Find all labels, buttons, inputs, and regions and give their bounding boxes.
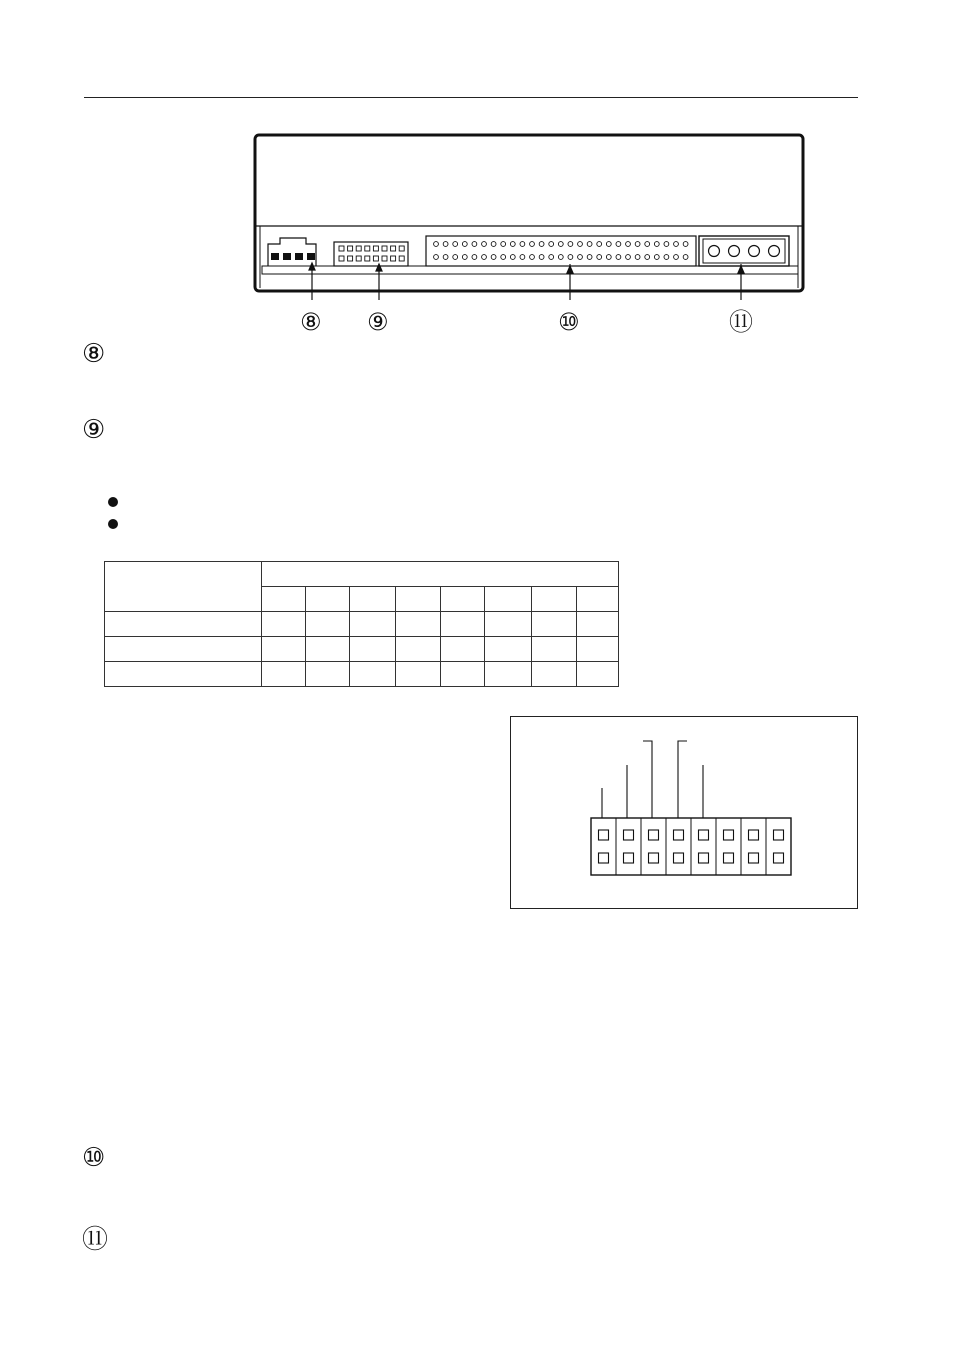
ide-pin bbox=[664, 242, 669, 247]
jumper-pin bbox=[365, 256, 370, 261]
ide-pin bbox=[462, 242, 467, 247]
detail-pin bbox=[599, 853, 609, 863]
ide-pin bbox=[491, 255, 496, 260]
detail-pin bbox=[649, 853, 659, 863]
ide-pin bbox=[549, 242, 554, 247]
detail-pin bbox=[774, 830, 784, 840]
jumper-pin bbox=[391, 246, 396, 251]
ide-pin bbox=[654, 242, 659, 247]
ide-pin bbox=[539, 255, 544, 260]
table-header-span bbox=[262, 562, 619, 587]
table-row bbox=[105, 637, 619, 662]
detail-pin bbox=[699, 853, 709, 863]
ide-pin bbox=[645, 255, 650, 260]
ide-pin bbox=[568, 255, 573, 260]
ide-pin bbox=[568, 242, 573, 247]
ide-pin bbox=[645, 242, 650, 247]
ide-pin bbox=[539, 242, 544, 247]
ide-pin bbox=[434, 242, 439, 247]
detail-pin bbox=[674, 830, 684, 840]
pin-col-3 bbox=[350, 587, 396, 612]
ide-pin bbox=[434, 255, 439, 260]
pin-col-4 bbox=[396, 587, 441, 612]
ide-pin bbox=[443, 242, 448, 247]
detail-pin bbox=[749, 853, 759, 863]
ide-pin bbox=[462, 255, 467, 260]
section-marker-9: ⑨ bbox=[82, 415, 106, 445]
pin-col-2 bbox=[306, 587, 350, 612]
jumper-pin bbox=[399, 256, 404, 261]
ide-pin bbox=[587, 242, 592, 247]
ide-pin bbox=[510, 242, 515, 247]
detail-pin bbox=[624, 853, 634, 863]
detail-pin bbox=[599, 830, 609, 840]
ide-pin bbox=[510, 255, 515, 260]
detail-pin bbox=[774, 853, 784, 863]
ide-pin bbox=[530, 242, 535, 247]
pin-col-7 bbox=[532, 587, 577, 612]
ide-pin bbox=[491, 242, 496, 247]
pin-col-5 bbox=[441, 587, 485, 612]
pin-col-1 bbox=[262, 587, 306, 612]
jumper-pin bbox=[373, 256, 378, 261]
detail-pin bbox=[624, 830, 634, 840]
detail-pin bbox=[649, 830, 659, 840]
ide-pin bbox=[674, 242, 679, 247]
callout-11: ⑪ bbox=[729, 308, 753, 336]
ide-pin bbox=[654, 255, 659, 260]
pin-col-8 bbox=[577, 587, 619, 612]
jumper-pin bbox=[365, 246, 370, 251]
ide-pin bbox=[530, 255, 535, 260]
ide-pin bbox=[683, 242, 688, 247]
ide-pin bbox=[472, 255, 477, 260]
ide-pin bbox=[664, 255, 669, 260]
callout-8: ⑧ bbox=[300, 308, 322, 336]
ide-pin bbox=[606, 255, 611, 260]
ide-pin bbox=[635, 242, 640, 247]
jumper-pin bbox=[356, 256, 361, 261]
table-row bbox=[105, 612, 619, 637]
ide-pin bbox=[674, 255, 679, 260]
ide-pin bbox=[587, 255, 592, 260]
ide-pin bbox=[626, 242, 631, 247]
jumper-pin bbox=[382, 246, 387, 251]
ide-pin bbox=[626, 255, 631, 260]
ide-pin bbox=[549, 255, 554, 260]
section-marker-11: ⑪ bbox=[82, 1225, 109, 1255]
jumper-pin-diagram bbox=[510, 716, 858, 909]
ide-pin bbox=[472, 242, 477, 247]
ide-pin bbox=[597, 255, 602, 260]
jumper-setting-table bbox=[104, 561, 619, 687]
jumper-pin bbox=[373, 246, 378, 251]
ide-pin bbox=[616, 255, 621, 260]
ide-pin bbox=[520, 242, 525, 247]
callout-10: ⑩ bbox=[558, 308, 580, 336]
bullet-1 bbox=[108, 497, 118, 507]
ide-pin bbox=[616, 242, 621, 247]
detail-pin bbox=[699, 830, 709, 840]
ide-pin bbox=[635, 255, 640, 260]
ide-pin bbox=[558, 255, 563, 260]
ide-pin bbox=[558, 242, 563, 247]
section-marker-10: ⑩ bbox=[82, 1143, 106, 1173]
ide-pin bbox=[501, 255, 506, 260]
detail-pin bbox=[724, 853, 734, 863]
bullet-2 bbox=[108, 519, 118, 529]
jumper-pin bbox=[399, 246, 404, 251]
detail-pin bbox=[674, 853, 684, 863]
jumper-pin bbox=[348, 246, 353, 251]
jumper-pin bbox=[339, 256, 344, 261]
jumper-pin bbox=[356, 246, 361, 251]
ide-pin bbox=[578, 255, 583, 260]
ide-pin bbox=[482, 242, 487, 247]
ide-interface-connector bbox=[426, 236, 696, 266]
ide-pin bbox=[501, 242, 506, 247]
jumper-pin bbox=[382, 256, 387, 261]
callout-9: ⑨ bbox=[367, 308, 389, 336]
ide-pin bbox=[482, 255, 487, 260]
section-marker-8: ⑧ bbox=[82, 339, 106, 369]
jumper-pin bbox=[391, 256, 396, 261]
jumper-pin bbox=[339, 246, 344, 251]
ide-pin bbox=[683, 255, 688, 260]
jumper-pin bbox=[348, 256, 353, 261]
table-header-corner bbox=[105, 562, 262, 612]
detail-pin bbox=[749, 830, 759, 840]
power-connector bbox=[699, 236, 789, 266]
drive-rear-panel-diagram bbox=[250, 130, 810, 300]
ide-pin bbox=[453, 242, 458, 247]
ide-pin bbox=[520, 255, 525, 260]
ide-pin bbox=[453, 255, 458, 260]
table-row bbox=[105, 662, 619, 687]
ide-pin bbox=[606, 242, 611, 247]
pin-col-6 bbox=[485, 587, 532, 612]
jumper-connector bbox=[334, 242, 408, 266]
header-rule bbox=[84, 97, 858, 98]
detail-pin bbox=[724, 830, 734, 840]
ide-pin bbox=[443, 255, 448, 260]
ide-pin bbox=[597, 242, 602, 247]
ide-pin bbox=[578, 242, 583, 247]
